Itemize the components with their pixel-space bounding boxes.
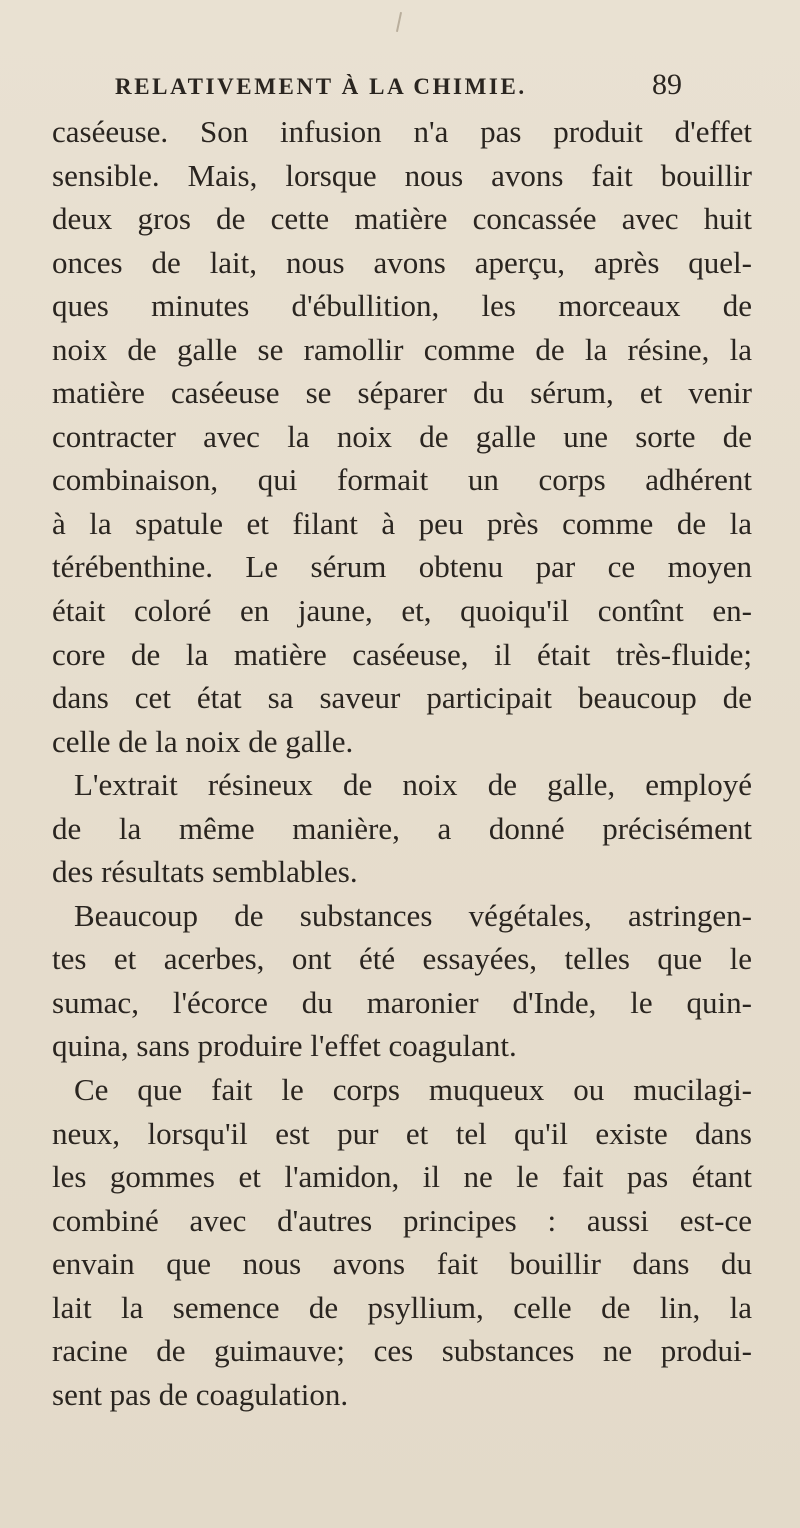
text-line: sumac, l'écorce du maronier d'Inde, le quin-: [52, 984, 752, 1020]
text-line: combiné avec d'autres principes : aussi est-ce: [52, 1202, 752, 1238]
text-line: onces de lait, nous avons aperçu, après quel-: [52, 244, 752, 280]
text-line: noix de galle se ramollir comme de la résine, la: [52, 331, 752, 367]
text-line: tes et acerbes, ont été essayées, telles que le: [52, 941, 752, 977]
text-line: dans cet état sa saveur participait beaucoup de: [52, 680, 752, 716]
text-line: était coloré en jaune, et, quoiqu'il contînt en-: [52, 593, 752, 629]
body-text: [52, 110, 752, 1416]
text-line: ques minutes d'ébullition, les morceaux de: [52, 288, 752, 324]
running-head: [115, 66, 690, 106]
text-line: de la même manière, a donné précisément: [52, 810, 752, 846]
text-line: deux gros de cette matière concassée avec huit: [52, 201, 752, 237]
text-line: combinaison, qui formait un corps adhérent: [52, 462, 752, 498]
text-line: sent pas de coagulation.: [52, 1376, 349, 1412]
paragraph-first-line: Ce que fait le corps muqueux ou mucilagi-: [74, 1072, 752, 1108]
text-line: celle de la noix de galle.: [52, 723, 354, 759]
text-line: des résultats semblables.: [52, 854, 358, 890]
text-line: envain que nous avons fait bouillir dans du: [52, 1246, 752, 1282]
text-line: matière caséeuse se séparer du sérum, et venir: [52, 375, 752, 411]
page-number: 89: [652, 68, 682, 101]
running-title: RELATIVEMENT À LA CHIMIE.: [115, 74, 527, 99]
paragraph-first-line: Beaucoup de substances végétales, astringen-: [74, 897, 752, 933]
text-line: core de la matière caséeuse, il était très-fluide;: [52, 636, 752, 672]
text-line: quina, sans produire l'effet coagulant.: [52, 1028, 517, 1064]
text-line: contracter avec la noix de galle une sorte de: [52, 418, 752, 454]
paper-mark: [396, 12, 402, 32]
text-line: neux, lorsqu'il est pur et tel qu'il existe dans: [52, 1115, 752, 1151]
text-line: les gommes et l'amidon, il ne le fait pas étant: [52, 1159, 752, 1195]
text-line: racine de guimauve; ces substances ne produi-: [52, 1333, 752, 1369]
text-line: à la spatule et filant à peu près comme de la: [52, 505, 752, 541]
text-line: sensible. Mais, lorsque nous avons fait bouillir: [52, 157, 752, 193]
paragraph-first-line: L'extrait résineux de noix de galle, employé: [74, 767, 752, 803]
text-line: caséeuse. Son infusion n'a pas produit d'effet: [52, 114, 752, 149]
text-line: lait la semence de psyllium, celle de lin, la: [52, 1289, 752, 1325]
text-line: térébenthine. Le sérum obtenu par ce moyen: [52, 549, 752, 585]
